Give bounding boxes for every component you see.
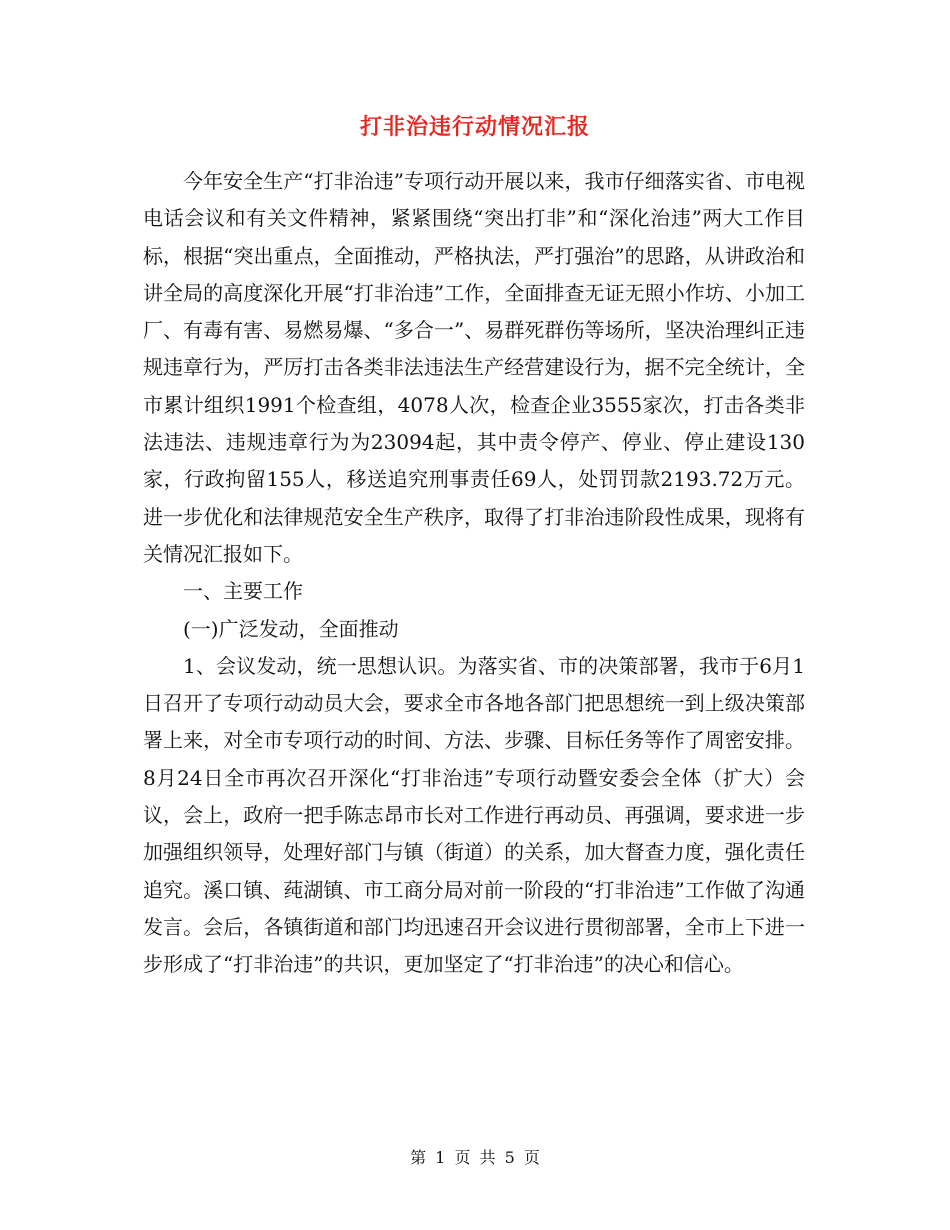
page-number-footer: 第 1 页 共 5 页 bbox=[410, 1148, 540, 1167]
paragraph-meeting: 1、会议发动，统一思想认识。为落实省、市的决策部署，我市于6月1日召开了专项行动动员大会，要求全市各地各部门把思想统一到上级决策部署上来，对全市专项行动的时间、方法、步骤、目标任务等作了周密安排。8月24日全市再次召开深化“打非治违”专项行动暨安委会全体（扩大）会议，会上，政府一把手陈志昂市长对工作进行再动员、再强调，要求进一步加强组织领导，处理好部门与镇（街道）的关系，加大督查力度，强化责任追究。溪口镇、莼湖镇、市工商分局对前一阶段的“打非治违”工作做了沟通发言。会后，各镇街道和部门均迅速召开会议进行贯彻部署，全市上下进一步形成了“打非治违”的共识，更加坚定了“打非治违”的决心和信心。 bbox=[143, 653, 805, 977]
section-heading-main-work: 一、主要工作 bbox=[183, 579, 303, 604]
paragraph-intro: 今年安全生产“打非治违”专项行动开展以来，我市仔细落实省、市电视电话会议和有关文件精神，紧紧围绕“突出打非”和“深化治违”两大工作目标，根据“突出重点，全面推动，严格执法，严打强治”的思路，从讲政治和讲全局的高度深化开展“打非治违”工作，全面排查无证无照小作坊、小加工厂、有毒有害、易燃易爆、“多合一”、易群死群伤等场所，坚决治理纠正违规违章行为，严厉打击各类非法违法生产经营建设行为，据不完全统计，全市累计组织1991个检查组，4078人次，检查企业3555家次，打击各类非法违法、违规违章行为为23094起，其中责令停产、停业、停止建设130家，行政拘留155人，移送追究刑事责任69人，处罚罚款2193.72万元。进一步优化和法律规范安全生产秩序，取得了打非治违阶段性成果，现将有关情况汇报如下。 bbox=[143, 169, 805, 566]
document-title: 打非治违行动情况汇报 bbox=[359, 114, 590, 140]
document-body bbox=[143, 163, 805, 984]
subsection-heading-mobilize: (一)广泛发动，全面推动 bbox=[183, 616, 399, 641]
